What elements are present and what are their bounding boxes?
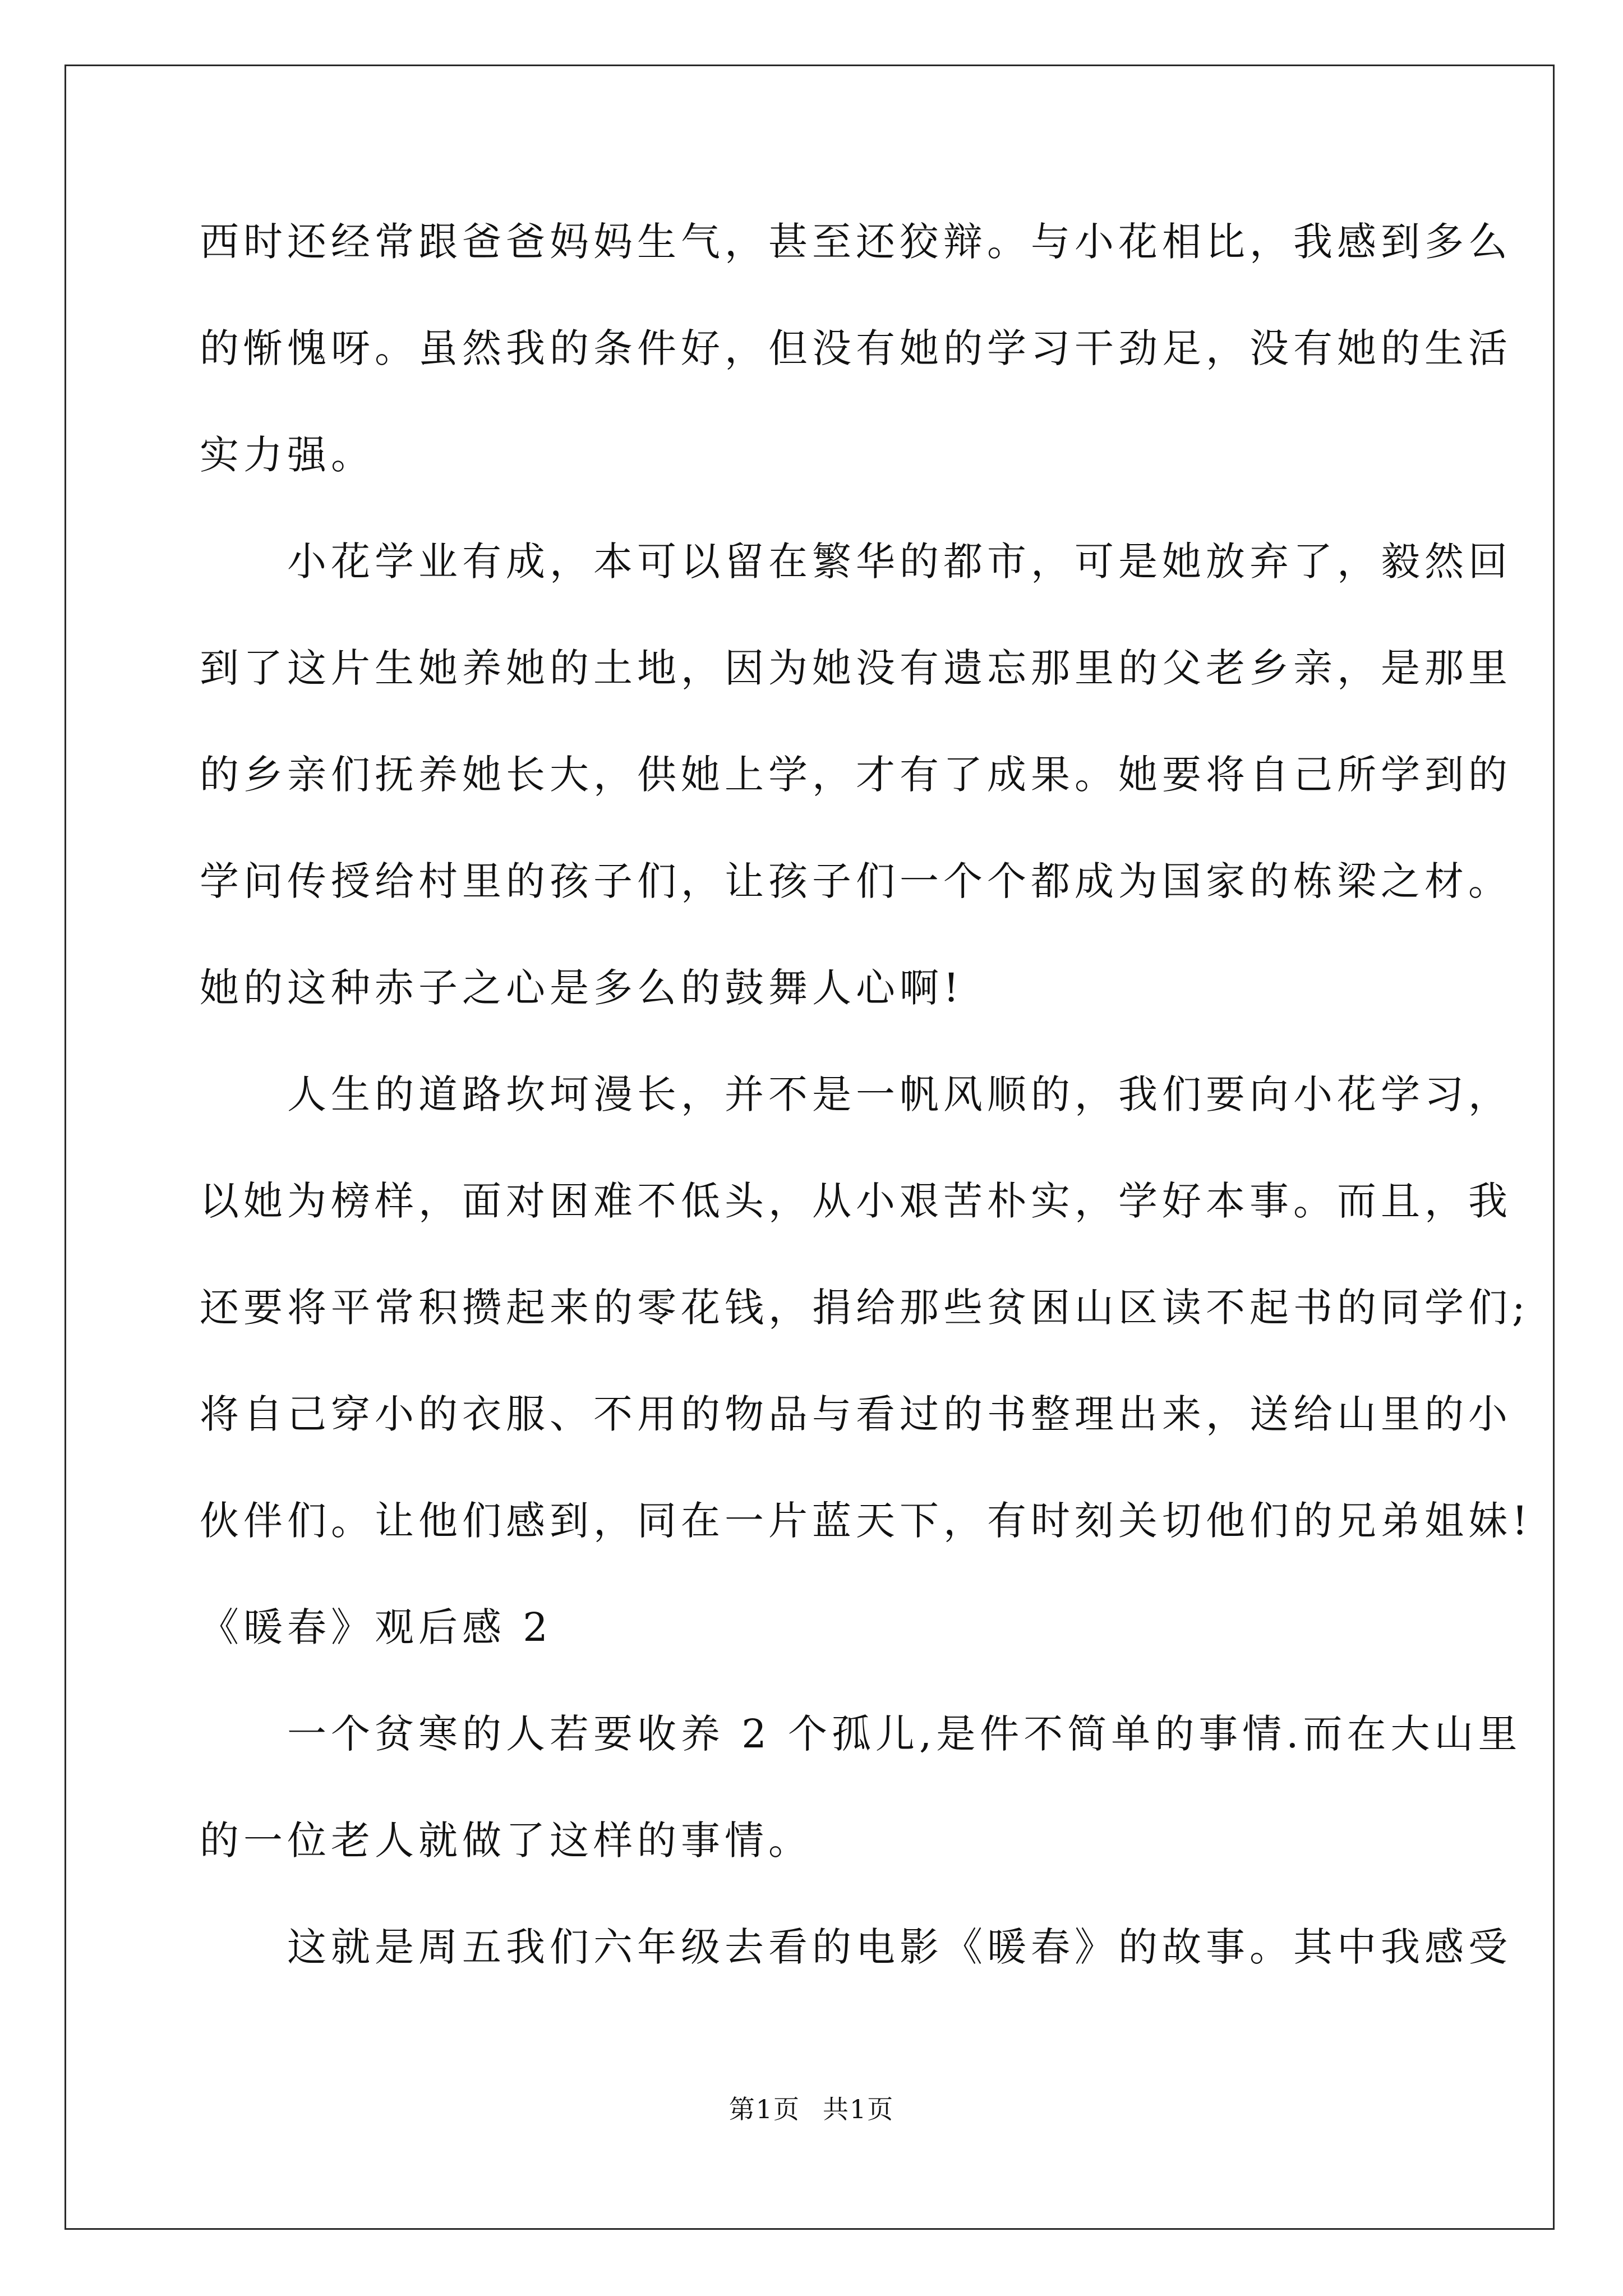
page-border [64,65,1555,2230]
text-line: 这就是周五我们六年级去看的电影《暖春》的故事。其中我感受 [200,1924,1512,1970]
page-number: 第1页 [728,2094,800,2124]
text-line: 小花学业有成，本可以留在繁华的都市，可是她放弃了，毅然回 [200,539,1512,585]
text-line: 一个贫寒的人若要收养 2 个孤儿,是件不简单的事情.而在大山里 [200,1711,1522,1757]
page-footer [0,2092,1623,2126]
text-line: 的惭愧呀。虽然我的条件好，但没有她的学习干劲足，没有她的生活 [200,325,1512,371]
text-line: 人生的道路坎坷漫长，并不是一帆风顺的，我们要向小花学习， [200,1071,1512,1117]
page-total: 共1页 [823,2094,895,2124]
text-line: 学问传授给村里的孩子们，让孩子们一个个都成为国家的栋梁之材。 [200,858,1512,904]
text-line: 将自己穿小的衣服、不用的物品与看过的书整理出来，送给山里的小 [200,1391,1512,1437]
section-heading: 《暖春》观后感 2 [200,1604,552,1650]
text-line: 伙伴们。让他们感到，同在一片蓝天下，有时刻关切他们的兄弟姐妹! [200,1498,1533,1544]
text-line: 的乡亲们抚养她长大，供她上学，才有了成果。她要将自己所学到的 [200,752,1512,798]
text-line: 西时还经常跟爸爸妈妈生气，甚至还狡辩。与小花相比，我感到多么 [200,219,1512,265]
text-line: 到了这片生她养她的土地，因为她没有遗忘那里的父老乡亲，是那里 [200,645,1512,691]
text-line: 以她为榜样，面对困难不低头，从小艰苦朴实，学好本事。而且，我 [200,1178,1512,1224]
text-line: 她的这种赤子之心是多么的鼓舞人心啊! [200,965,964,1011]
text-line: 还要将平常积攒起来的零花钱，捐给那些贫困山区读不起书的同学们; [200,1285,1530,1331]
text-line: 实力强。 [200,432,375,478]
text-line: 的一位老人就做了这样的事情。 [200,1818,812,1864]
